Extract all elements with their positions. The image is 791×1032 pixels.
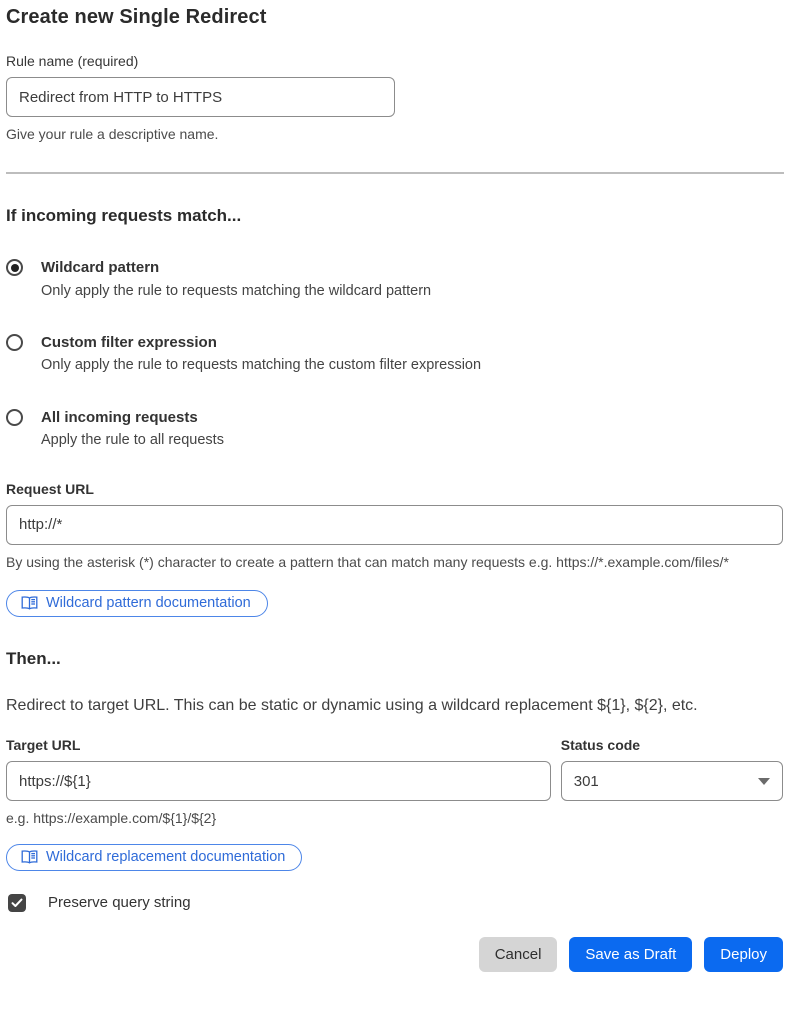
request-url-label: Request URL <box>6 480 94 497</box>
request-url-input[interactable] <box>6 505 783 545</box>
preserve-query-string-label: Preserve query string <box>48 894 191 912</box>
rule-name-label: Rule name (required) <box>6 53 139 69</box>
checkbox-checked-icon[interactable] <box>8 894 26 912</box>
then-section-heading: Then... <box>6 648 61 668</box>
target-url-helper: e.g. https://example.com/${1}/${2} <box>6 810 217 827</box>
target-url-label: Target URL <box>6 737 81 754</box>
preserve-query-string-row[interactable] <box>6 894 783 912</box>
rule-name-helper: Give your rule a descriptive name. <box>6 126 219 142</box>
radio-label: Wildcard pattern <box>41 259 160 277</box>
doc-button-label: Wildcard replacement documentation <box>46 848 286 865</box>
radio-description: Only apply the rule to requests matching the wildcard pattern <box>41 282 432 299</box>
save-as-draft-button[interactable]: Save as Draft <box>569 937 692 972</box>
request-url-field <box>6 481 783 573</box>
wildcard-pattern-docs-button[interactable] <box>6 590 268 617</box>
status-code-field <box>561 737 783 829</box>
radio-button-icon[interactable] <box>6 409 23 426</box>
footer-actions <box>6 937 783 972</box>
radio-description: Only apply the rule to requests matching the custom filter expression <box>41 357 482 374</box>
open-book-icon <box>21 596 38 610</box>
match-type-radio-group <box>6 256 783 451</box>
request-url-helper: By using the asterisk (*) character to create a pattern that can match many requests e.g. https://*.example.com/files/* <box>6 553 729 570</box>
radio-option-all-incoming-requests[interactable] <box>6 406 783 452</box>
match-section-heading: If incoming requests match... <box>6 206 242 226</box>
rule-name-input[interactable] <box>6 77 395 117</box>
chevron-down-icon <box>758 778 770 785</box>
status-code-select[interactable] <box>561 761 783 801</box>
open-book-icon <box>21 850 38 864</box>
rule-name-field <box>6 53 783 145</box>
radio-option-wildcard-pattern[interactable] <box>6 256 783 302</box>
cancel-button[interactable]: Cancel <box>479 937 558 972</box>
radio-button-icon[interactable] <box>6 334 23 351</box>
radio-button-icon[interactable] <box>6 259 23 276</box>
radio-option-custom-filter-expression[interactable] <box>6 331 783 377</box>
target-url-status-row <box>6 737 783 829</box>
wildcard-replacement-docs-button[interactable] <box>6 844 302 871</box>
radio-description: Apply the rule to all requests <box>41 432 224 449</box>
radio-label: All incoming requests <box>41 408 198 426</box>
status-code-value: 301 <box>573 772 599 790</box>
page-title: Create new Single Redirect <box>6 6 267 28</box>
status-code-label: Status code <box>560 737 641 754</box>
target-url-input[interactable] <box>6 761 551 801</box>
radio-label: Custom filter expression <box>41 334 217 352</box>
deploy-button[interactable]: Deploy <box>704 937 783 972</box>
doc-button-label: Wildcard pattern documentation <box>46 594 251 611</box>
then-description: Redirect to target URL. This can be static or dynamic using a wildcard replacement ${1}, ${2}, etc. <box>6 696 698 714</box>
target-url-field <box>6 737 551 829</box>
section-divider <box>6 172 784 174</box>
